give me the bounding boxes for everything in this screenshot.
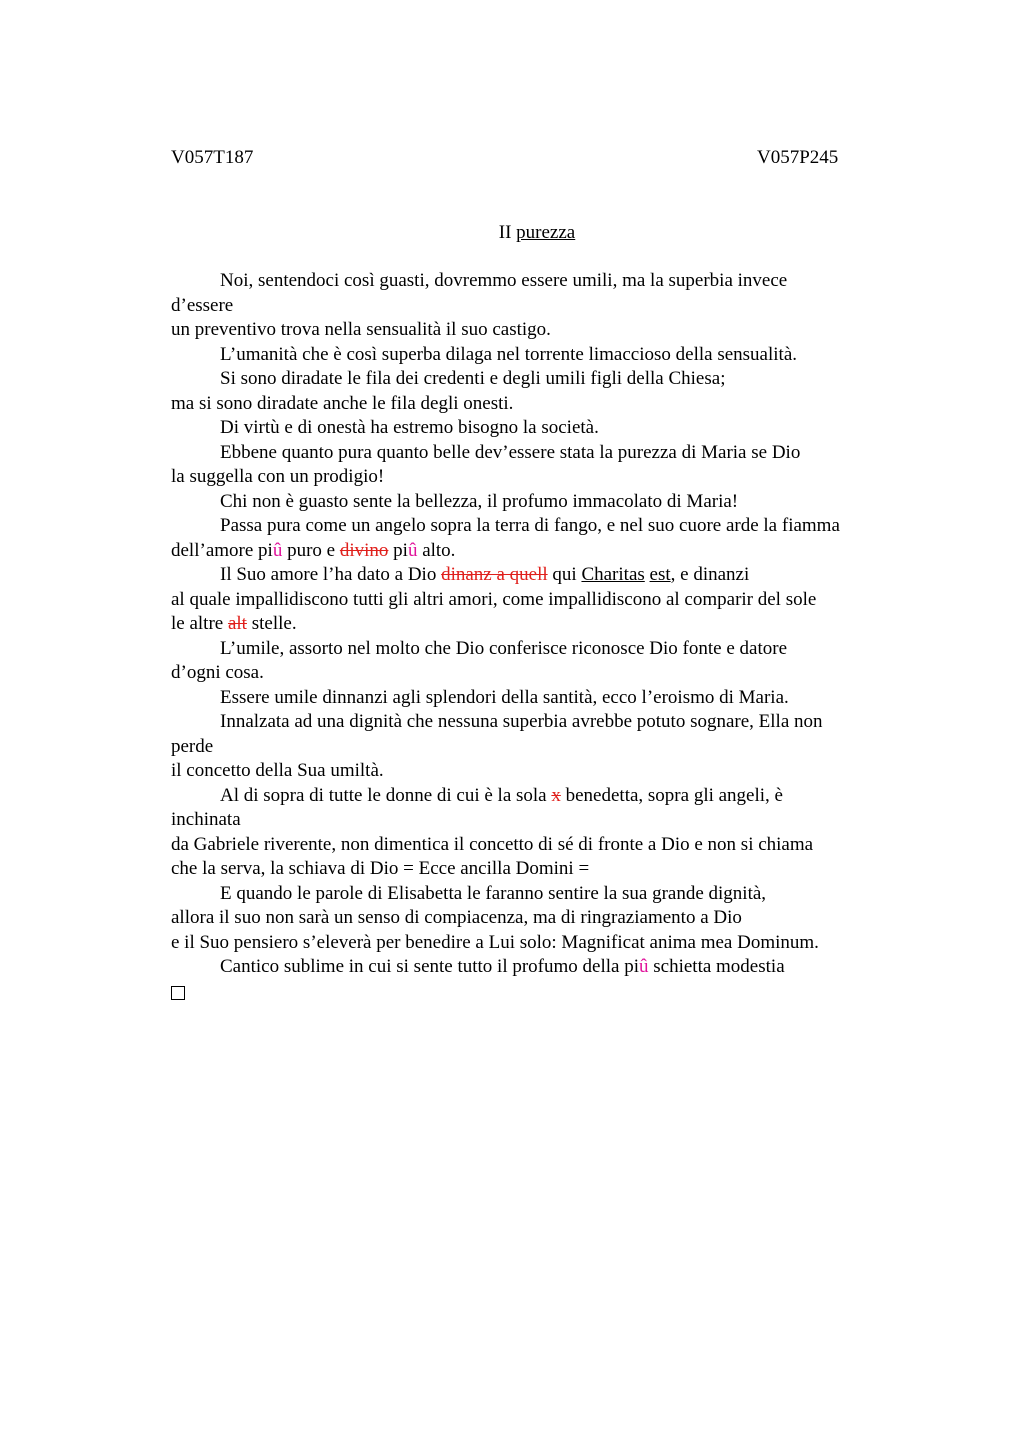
accent-char: û xyxy=(407,539,418,561)
text-line: ma si sono diradate anche le fila degli onesti. xyxy=(171,392,514,414)
header-ref-left: V057T187 xyxy=(171,147,254,168)
text-line: Noi, sentendoci così guasti, dovremmo essere umili, ma la superbia invece xyxy=(220,270,788,291)
empty-square-icon xyxy=(171,986,185,1000)
accent-char: û xyxy=(639,956,649,977)
text-line: d’essere xyxy=(171,294,234,316)
text-line: che la serva, la schiava di Dio = Ecce ancilla Domini = xyxy=(171,858,590,879)
text-line: da Gabriele riverente, non dimentica il concetto di sé di fronte a Dio e non si chiama xyxy=(171,833,814,855)
text-line: inchinata xyxy=(171,809,241,830)
text-run: schietta modestia xyxy=(648,956,785,977)
text-run: stelle. xyxy=(246,613,297,634)
text-line: e il Suo pensiero s’eleverà per benedire a Lui solo: Magnificat anima mea Dominum. xyxy=(171,931,819,953)
text-line: Di virtù e di onestà ha estremo bisogno la società. xyxy=(220,417,599,438)
title-underlined: purezza xyxy=(516,222,576,243)
deleted-word: dinanz a quell xyxy=(441,564,548,585)
text-line: Chi non è guasto sente la bellezza, il profumo immacolato di Maria! xyxy=(220,490,739,512)
deleted-word: divino xyxy=(339,539,389,561)
text-run: alto. xyxy=(417,539,456,561)
document-title xyxy=(0,221,1024,245)
text-run: Al di sopra di tutte le donne di cui è la sola xyxy=(220,784,552,806)
header-ref-right: V057P245 xyxy=(757,147,839,168)
text-line xyxy=(171,539,931,564)
text-line: perde xyxy=(171,735,214,757)
text-run: Il Suo amore l’ha dato a Dio xyxy=(220,564,442,585)
deleted-word: x xyxy=(551,784,561,806)
text-run: le altre xyxy=(171,613,228,634)
text-line: Ebbene quanto pura quanto belle dev’essere stata la purezza di Maria se Dio xyxy=(220,441,801,463)
text-line: allora il suo non sarà un senso di compiacenza, ma di ringraziamento a Dio xyxy=(171,907,742,928)
accent-char: û xyxy=(272,539,283,561)
text-line: Passa pura come un angelo sopra la terra di fango, e nel suo cuore arde la fiamma xyxy=(220,515,840,536)
text-line xyxy=(171,612,931,637)
text-line: d’ogni cosa. xyxy=(171,662,264,683)
underlined-word: Charitas xyxy=(581,564,645,585)
text-line: Essere umile dinnanzi agli splendori della santità, ecco l’eroismo di Maria. xyxy=(220,686,789,708)
text-line: L’umanità che è così superba dilaga nel torrente limaccioso della sensualità. xyxy=(220,343,798,365)
text-run: puro e xyxy=(282,539,340,561)
text-line xyxy=(171,563,931,588)
text-line: Si sono diradate le fila dei credenti e degli umili figli della Chiesa; xyxy=(220,368,726,389)
text-line: la suggella con un prodigio! xyxy=(171,466,385,487)
text-run: pi xyxy=(388,539,408,561)
text-line: il concetto della Sua umiltà. xyxy=(171,760,384,781)
deleted-word: alt xyxy=(227,613,247,634)
document-body xyxy=(171,269,931,1004)
title-prefix: II xyxy=(498,222,517,243)
text-run: qui xyxy=(547,564,582,585)
text-line xyxy=(171,784,931,809)
text-line: un preventivo trova nella sensualità il suo castigo. xyxy=(171,319,551,340)
text-run: Cantico sublime in cui si sente tutto il profumo della pi xyxy=(220,956,639,977)
text-run: dell’amore pi xyxy=(171,539,273,561)
text-line xyxy=(171,955,931,980)
text-line: Innalzata ad una dignità che nessuna superbia avrebbe potuto sognare, Ella non xyxy=(220,711,823,732)
text-line xyxy=(171,980,931,1005)
text-line: L’umile, assorto nel molto che Dio conferisce riconosce Dio fonte e datore xyxy=(220,637,788,659)
text-line: al quale impallidiscono tutti gli altri amori, come impallidiscono al comparir del sole xyxy=(171,588,817,610)
text-run: , e dinanzi xyxy=(670,564,750,585)
text-run: benedetta, sopra gli angeli, è xyxy=(560,784,783,806)
underlined-word: est xyxy=(649,564,671,585)
text-line: E quando le parole di Elisabetta le faranno sentire la sua grande dignità, xyxy=(220,882,767,904)
